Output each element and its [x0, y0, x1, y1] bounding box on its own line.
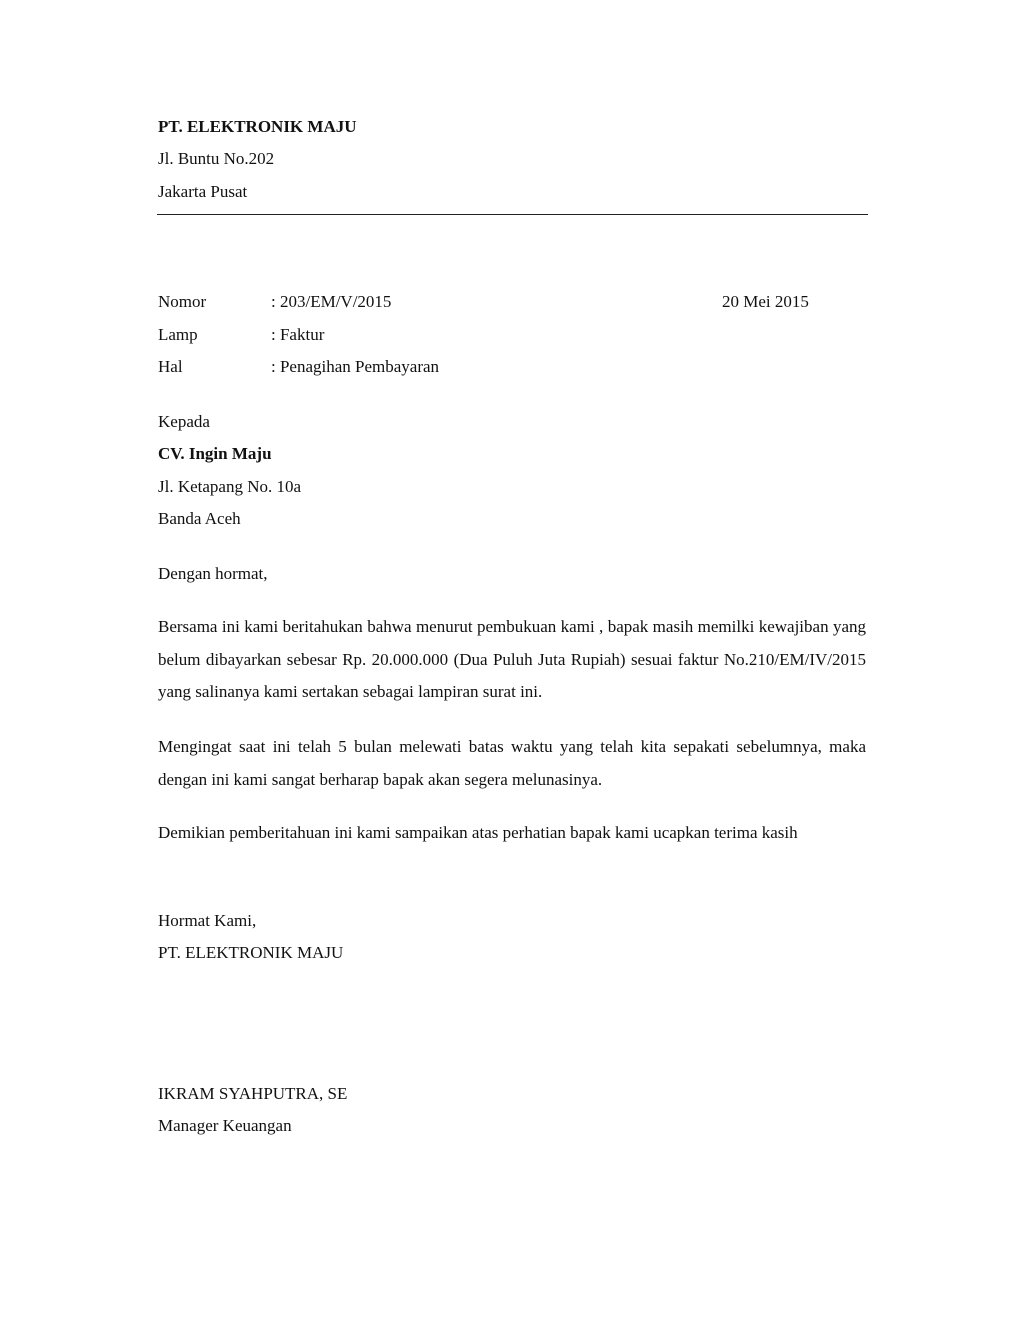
body-paragraph-3: Demikian pemberitahuan ini kami sampaikan atas perhatian bapak kami ucapkan terima kasih	[158, 823, 798, 842]
closing-company: PT. ELEKTRONIK MAJU	[158, 943, 344, 962]
recipient-address: Jl. Ketapang No. 10a	[158, 477, 302, 496]
body-paragraph-1: Bersama ini kami beritahukan bahwa menurut pembukuan kami , bapak masih memilki kewajiban yang belum dibayarkan sebesar Rp. 20.000.000 (Dua Puluh Juta Rupiah) sesuai faktur No.210/EM/IV/2015 yang salinanya kami sertakan sebagai lampiran surat ini.	[158, 617, 866, 701]
letterhead-divider	[157, 214, 868, 215]
nomor-label: Nomor	[158, 292, 207, 311]
signatory-name: IKRAM SYAHPUTRA, SE	[158, 1084, 348, 1103]
signatory-title: Manager Keuangan	[158, 1116, 292, 1135]
letter-date: 20 Mei 2015	[722, 292, 809, 311]
body-paragraph-2: Mengingat saat ini telah 5 bulan melewati batas waktu yang telah kita sepakati sebelumnya, maka dengan ini kami sangat berharap bapak akan segera melunasinya.	[158, 737, 866, 789]
hal-value: : Penagihan Pembayaran	[271, 357, 440, 376]
nomor-value: : 203/EM/V/2015	[271, 292, 392, 311]
letterhead-address: Jl. Buntu No.202	[158, 149, 275, 168]
recipient-city: Banda Aceh	[158, 509, 241, 528]
recipient-to: Kepada	[158, 412, 210, 431]
lamp-label: Lamp	[158, 325, 198, 344]
salutation: Dengan hormat,	[158, 564, 268, 583]
closing-regards: Hormat Kami,	[158, 911, 257, 930]
letterhead-city: Jakarta Pusat	[158, 182, 248, 201]
letterhead-company: PT. ELEKTRONIK MAJU	[158, 117, 357, 136]
recipient-name: CV. Ingin Maju	[158, 444, 272, 463]
lamp-value: : Faktur	[271, 325, 325, 344]
hal-label: Hal	[158, 357, 183, 376]
